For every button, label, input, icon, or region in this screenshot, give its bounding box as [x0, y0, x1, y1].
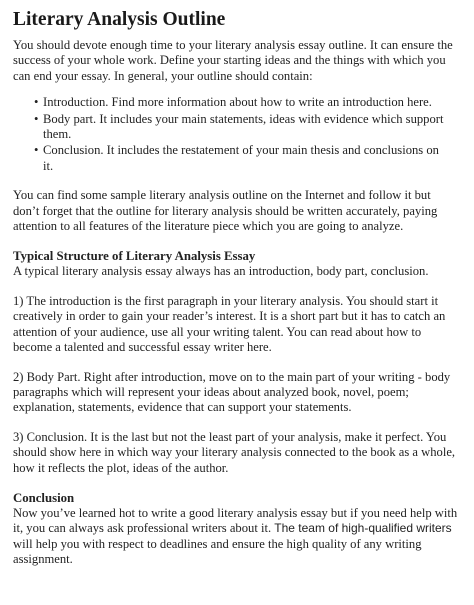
samples-paragraph: You can find some sample literary analysis outline on the Internet and follow it but don’t forget that the outline for literary analysis should be written accurately, paying attention to all features of the literature piece which you are going to analyze.	[13, 188, 438, 234]
list-item	[35, 143, 460, 174]
list-item	[35, 95, 460, 110]
conclusion-paragraph	[13, 506, 460, 568]
section-heading-conclusion: Conclusion	[13, 490, 75, 505]
list-item-text: • Body part. It includes your main statements, ideas with evidence which support them.	[43, 111, 444, 142]
structure-paragraph-3: 3) Conclusion. It is the last but not the least part of your analysis, make it perfect. You should show here in which way your literary analysis connected to the book as a whole, how it reflects the plot, ideas of the author.	[13, 429, 456, 475]
structure-paragraph-2: 2) Body Part. Right after introduction, move on to the main part of your writing - body paragraphs which will represent your ideas about analyzed book, novel, poem; explanation, statements, evidence that can support your statements.	[13, 369, 451, 415]
list-item	[35, 112, 460, 143]
writers-link[interactable]: The team of high-qualified writers	[274, 521, 452, 536]
outline-list	[13, 95, 460, 174]
list-item-text: • Introduction. Find more information about how to write an introduction here.	[43, 95, 432, 110]
page-title: Literary Analysis Outline	[13, 9, 226, 30]
structure-paragraph-1: 1) The introduction is the first paragraph in your literary analysis. You should start it creatively in order to gain your reader’s interest. It is a short part but it has to catch an attention of your audience, use all your writing talent. You can read about how to become a talented and successful essay writer here.	[13, 293, 446, 355]
list-item-text: • Conclusion. It includes the restatement of your main thesis and conclusions on it.	[43, 143, 439, 173]
structure-lead: A typical literary analysis essay always has an introduction, body part, conclusion.	[13, 264, 429, 279]
conclusion-text-a: Now you’ve learned hot to write a good literary analysis essay but if you need help with it, you can always ask professional writers about it.	[13, 505, 458, 536]
intro-paragraph: You should devote enough time to your literary analysis essay outline. It can ensure the success of your whole work. Define your starting ideas and the things with which you can end your essay. In general, your outline should contain:	[13, 38, 453, 83]
section-heading-structure: Typical Structure of Literary Analysis Essay	[13, 249, 256, 264]
conclusion-text-b: will help you with respect to deadlines and ensure the high quality of any writing assignment.	[13, 536, 422, 567]
